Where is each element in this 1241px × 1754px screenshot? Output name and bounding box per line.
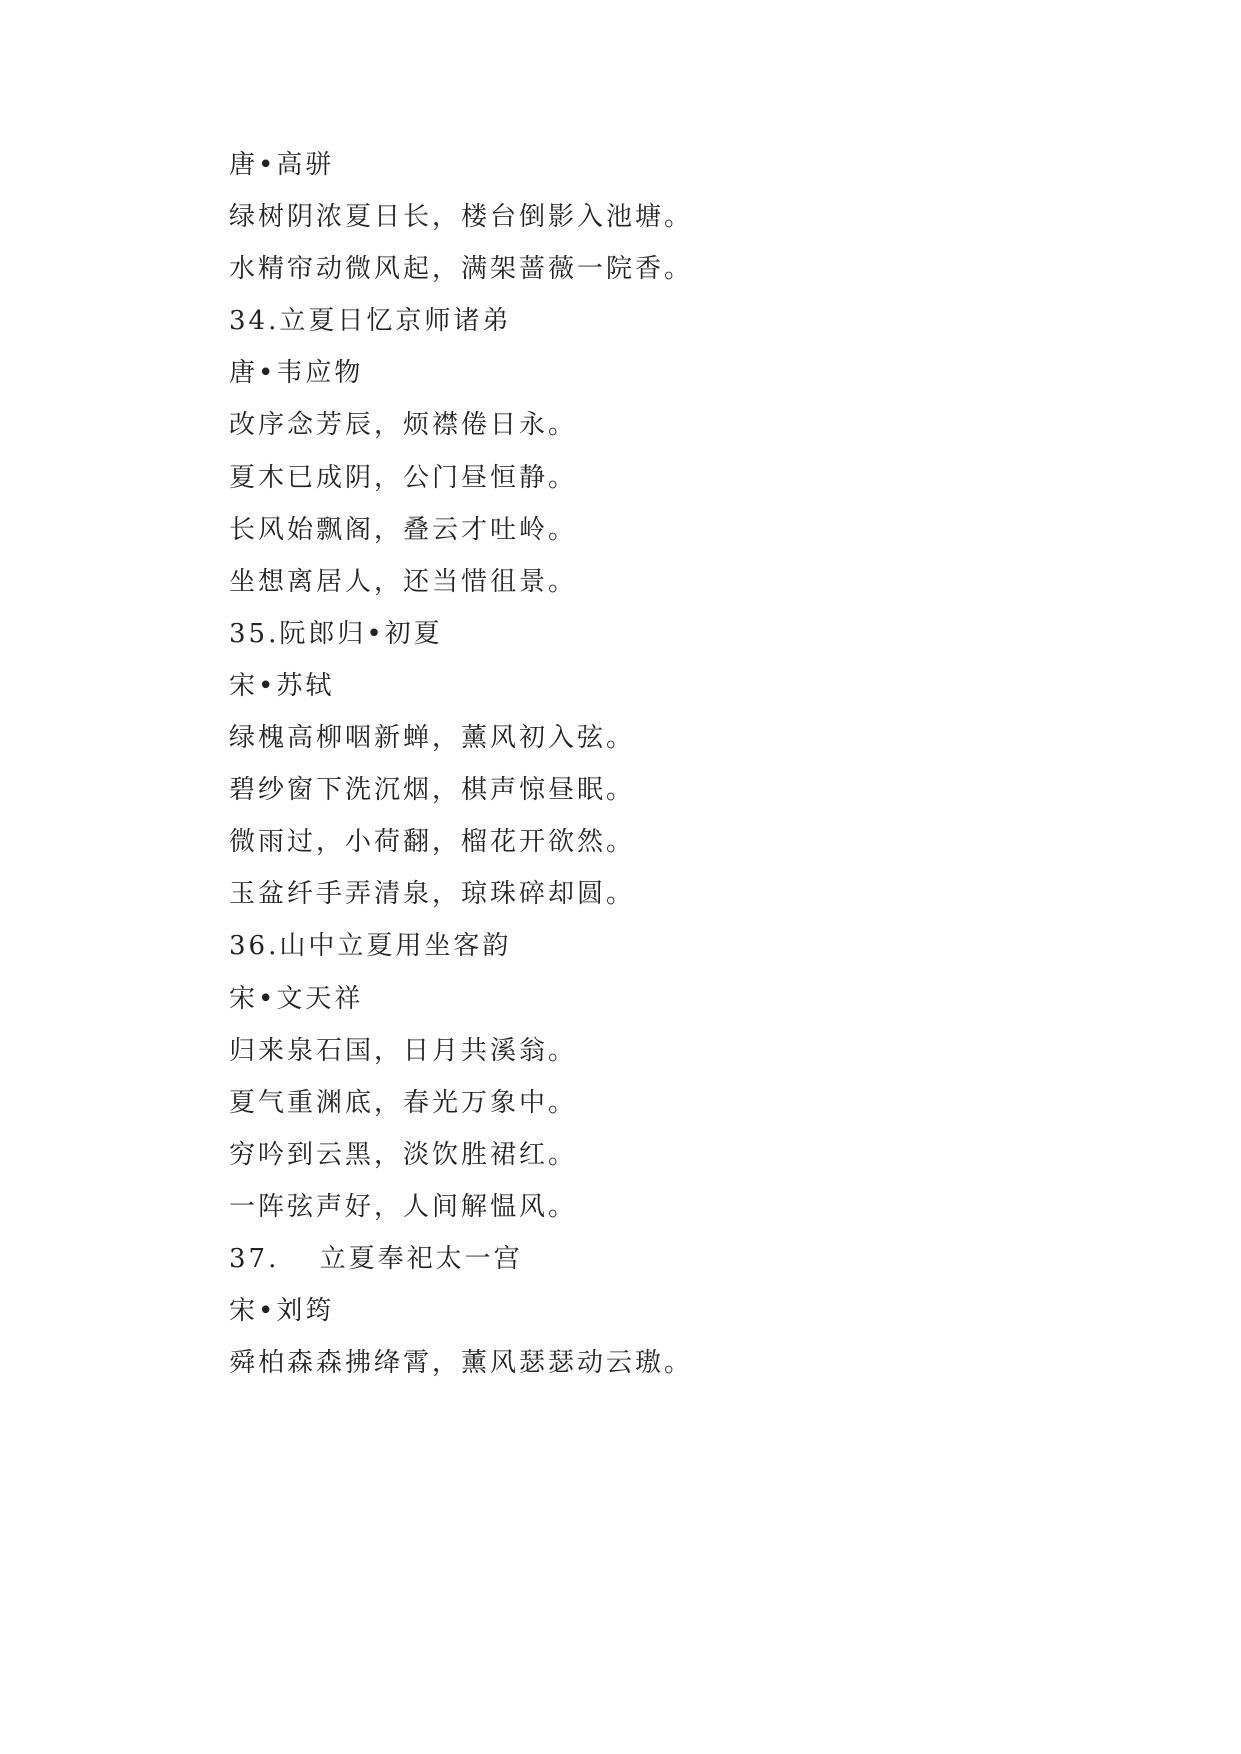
poem-verse: 穷吟到云黑，淡饮胜裙红。 [229,1139,578,1170]
poem-verse: 坐想离居人，还当惜徂景。 [229,566,578,597]
poem-verse: 绿树阴浓夏日长，楼台倒影入池塘。 [229,202,694,233]
poem-title: 36.山中立夏用坐客韵 [229,931,512,962]
poem-verse: 水精帘动微风起，满架蔷薇一院香。 [229,254,694,285]
poem-verse: 夏木已成阴，公门昼恒静。 [229,462,578,493]
poem-verse: 一阵弦声好，人间解愠风。 [229,1191,578,1222]
poem-verse: 碧纱窗下洗沉烟，棋声惊昼眠。 [229,775,636,806]
poem-verse: 绿槐高柳咽新蝉，薰风初入弦。 [229,723,636,754]
poem-verse: 夏气重渊底，春光万象中。 [229,1087,578,1118]
poem-title: 37. 立夏奉祀太一宫 [229,1243,523,1274]
poem-title: 35.阮郎归•初夏 [229,618,443,649]
poem-text-body [229,139,1129,1389]
poem-author: 唐•高骈 [229,150,335,180]
poem-verse: 长风始飘阁，叠云才吐岭。 [229,514,578,545]
poem-title: 34.立夏日忆京师诸弟 [229,306,512,337]
poem-author: 宋•文天祥 [229,983,364,1014]
poem-author: 宋•苏轼 [229,670,335,701]
poem-verse: 玉盆纤手弄清泉，琼珠碎却圆。 [229,879,636,910]
poem-author: 宋•刘筠 [229,1296,335,1327]
poem-verse: 改序念芳辰，烦襟倦日永。 [229,410,578,441]
poem-verse: 微雨过，小荷翻，榴花开欲然。 [229,827,636,858]
poem-verse: 舜柏森森拂绛霄，薰风瑟瑟动云璈。 [229,1348,694,1379]
poem-verse: 归来泉石国，日月共溪翁。 [229,1035,578,1066]
poem-author: 唐•韦应物 [229,358,364,389]
